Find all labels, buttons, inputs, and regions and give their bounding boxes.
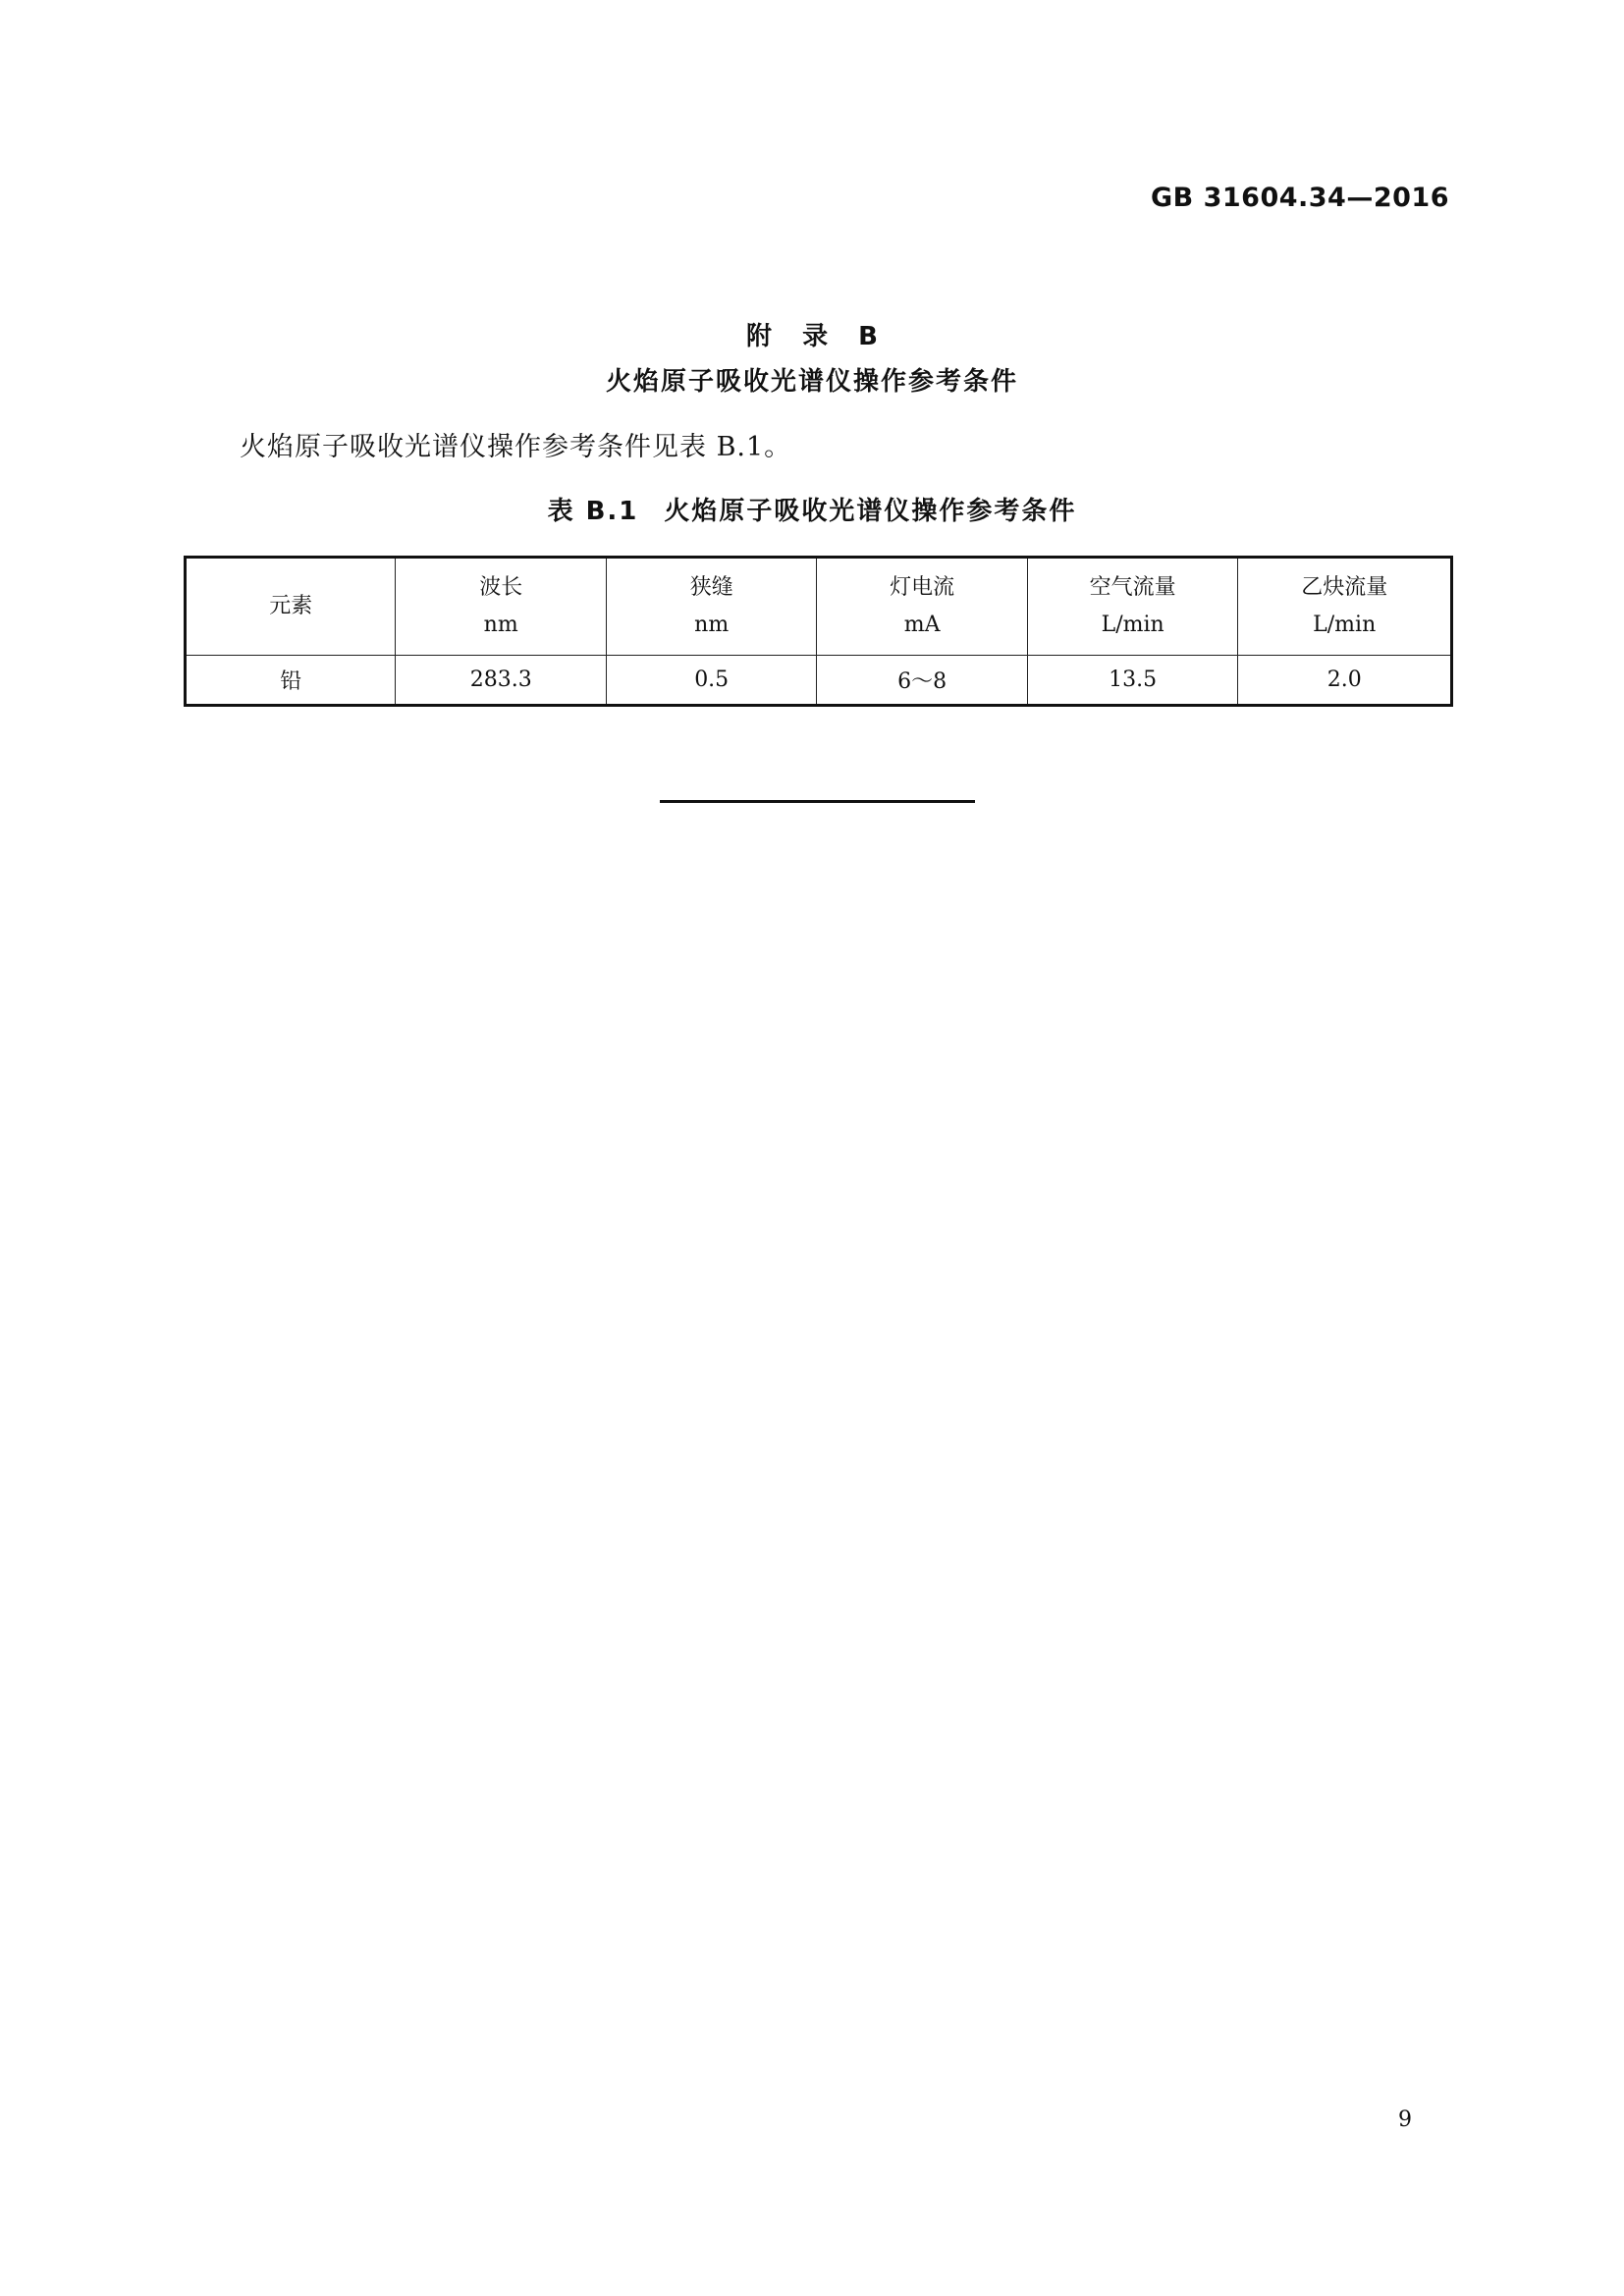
table-caption-number: 表 B.1 — [547, 497, 639, 526]
header-unit: mA — [903, 613, 941, 637]
table-cell: 铅 — [186, 656, 396, 706]
parameters-table — [184, 556, 1453, 707]
table-caption — [0, 491, 1624, 527]
header-name: 波长 — [479, 575, 523, 600]
header-cell-air-flow — [1027, 558, 1238, 656]
header-name: 空气流量 — [1089, 575, 1176, 600]
header-unit: L/min — [1101, 613, 1164, 637]
table-cell: 13.5 — [1027, 656, 1238, 706]
header-name: 元素 — [269, 594, 313, 618]
header-name: 灯电流 — [890, 575, 955, 600]
header-cell-slit — [606, 558, 816, 656]
appendix-title: 火焰原子吸收光谱仪操作参考条件 — [605, 367, 1018, 397]
appendix-label: 附 录 B — [746, 322, 878, 351]
table-header-row — [186, 558, 1452, 656]
header-unit: L/min — [1313, 613, 1377, 637]
header-name: 乙炔流量 — [1301, 575, 1388, 600]
table-cell: 2.0 — [1238, 656, 1452, 706]
header-cell-acetylene-flow — [1238, 558, 1452, 656]
end-of-document-rule — [660, 800, 975, 803]
page-number: 9 — [1398, 2108, 1412, 2132]
table-cell: 283.3 — [396, 656, 607, 706]
header-cell-element — [186, 558, 396, 656]
header-cell-lamp-current — [817, 558, 1027, 656]
intro-paragraph: 火焰原子吸收光谱仪操作参考条件见表 B.1。 — [240, 432, 792, 462]
header-unit: nm — [483, 613, 518, 637]
header-cell-wavelength — [396, 558, 607, 656]
table-caption-title: 火焰原子吸收光谱仪操作参考条件 — [664, 497, 1077, 526]
table-cell: 0.5 — [606, 656, 816, 706]
standard-code: GB 31604.34—2016 — [1150, 183, 1449, 213]
header-name: 狭缝 — [689, 575, 733, 600]
table-cell: 6～8 — [817, 656, 1027, 706]
header-unit: nm — [694, 613, 730, 637]
table-row — [186, 656, 1452, 706]
